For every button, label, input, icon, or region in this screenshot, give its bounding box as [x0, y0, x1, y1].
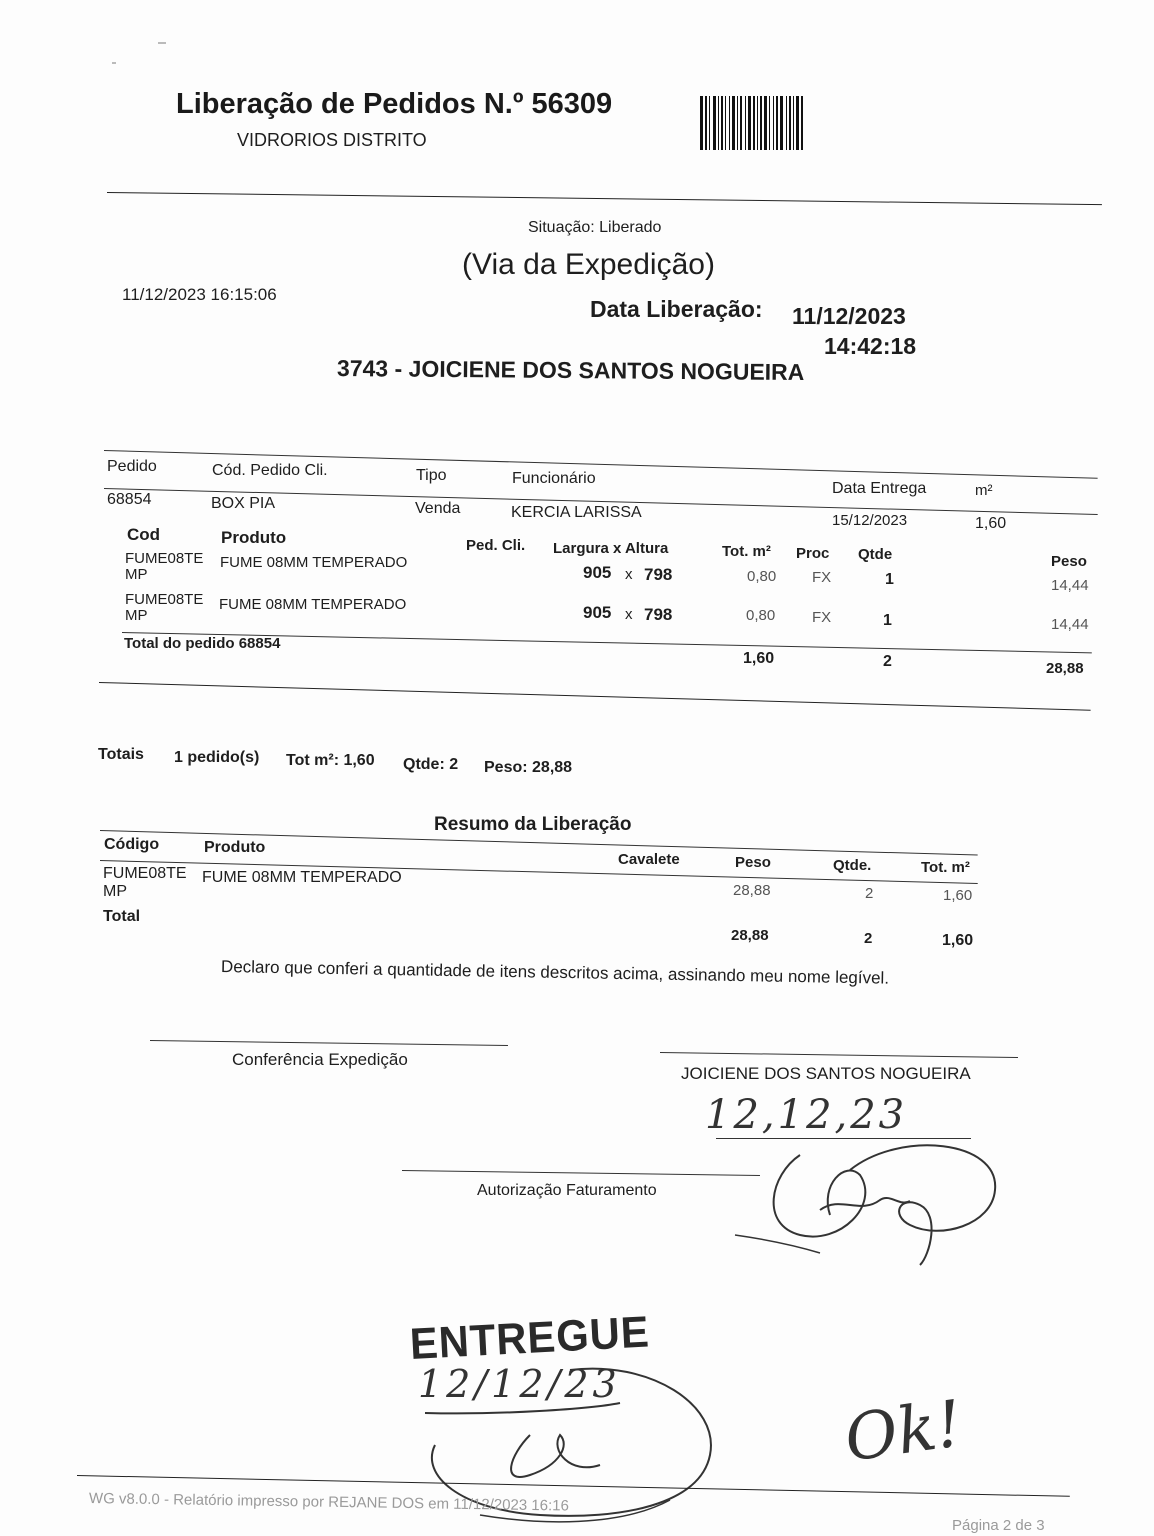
item-col-largura-altura: Largura x Altura: [553, 540, 669, 557]
item-cod-cont: MP: [125, 566, 148, 583]
item-col-peso: Peso: [1051, 553, 1087, 570]
cod-pedido-cli-value: BOX PIA: [211, 495, 276, 512]
funcionario-value: KERCIA LARISSA: [511, 504, 642, 521]
tipo-value: Venda: [415, 500, 461, 517]
item-col-proc: Proc: [796, 545, 830, 562]
declaracao-text: Declaro que conferi a quantidade de itens descritos acima, assinando meu nome legível.: [220, 957, 890, 988]
conferencia-line: [150, 1040, 508, 1046]
resumo-produto: FUME 08MM TEMPERADO: [202, 869, 402, 886]
col-cod-pedido-cli: Cód. Pedido Cli.: [212, 462, 328, 479]
client-signature: [730, 1135, 1010, 1275]
resumo-total-m2: 1,60: [942, 932, 974, 949]
item-x: x: [625, 606, 633, 623]
resumo-col-tot-m2: Tot. m²: [921, 859, 970, 876]
via-label: (Via da Expedição): [462, 248, 715, 281]
item-peso: 14,44: [1051, 616, 1089, 633]
totais-qtde: Qtde: 2: [403, 756, 459, 773]
m2-value: 1,60: [975, 515, 1007, 532]
item-produto: FUME 08MM TEMPERADO: [220, 554, 408, 571]
col-pedido: Pedido: [107, 458, 157, 475]
item-x: x: [625, 566, 633, 583]
item-tot-m2: 0,80: [747, 568, 777, 585]
item-largura: 905: [583, 603, 612, 622]
item-col-tot-m2: Tot. m²: [722, 543, 771, 560]
totais-label: Totais: [98, 746, 144, 763]
entregue-stamp: ENTREGUE: [408, 1307, 651, 1369]
autorizacao-label: Autorização Faturamento: [477, 1182, 657, 1199]
data-liberacao-time: 14:42:18: [824, 333, 917, 359]
item-altura: 798: [644, 605, 673, 624]
situacao-label: Situação: Liberado: [528, 219, 662, 236]
item-tot-m2: 0,80: [746, 607, 776, 624]
order-total-label: Total do pedido 68854: [124, 635, 281, 652]
item-qtde: 1: [883, 612, 892, 629]
resumo-tot-m2: 1,60: [943, 887, 973, 904]
pedido-value: 68854: [107, 491, 152, 508]
item-col-cod: Cod: [127, 525, 161, 544]
item-qtde: 1: [885, 571, 894, 588]
order-total-peso: 28,88: [1046, 660, 1084, 677]
resumo-col-peso: Peso: [735, 854, 771, 871]
item-col-ped-cli: Ped. Cli.: [466, 537, 526, 554]
col-data-entrega: Data Entrega: [832, 480, 927, 497]
conferencia-label: Conferência Expedição: [232, 1050, 408, 1069]
col-tipo: Tipo: [416, 467, 447, 484]
item-proc: FX: [812, 569, 832, 586]
item-largura: 905: [583, 563, 612, 582]
totais-pedidos: 1 pedido(s): [174, 749, 260, 766]
autorizacao-line: [402, 1170, 760, 1176]
footer-printed-by: WG v8.0.0 - Relatório impresso por REJANE DOS em 11/12/2023 16:16: [88, 1490, 570, 1515]
item-peso: 14,44: [1051, 577, 1089, 594]
resumo-codigo-cont: MP: [103, 883, 127, 900]
data-entrega-value: 15/12/2023: [832, 512, 908, 529]
resumo-col-qtde: Qtde.: [833, 857, 872, 874]
item-col-qtde: Qtde: [858, 546, 893, 563]
col-m2: m²: [975, 482, 993, 499]
resumo-col-produto: Produto: [204, 839, 266, 856]
speck-mark: [112, 62, 116, 64]
print-datetime: 11/12/2023 16:15:06: [122, 285, 277, 304]
page-number: Página 2 de 3: [952, 1517, 1045, 1534]
col-funcionario: Funcionário: [512, 470, 596, 487]
cliente-sign-line: [660, 1052, 1018, 1058]
resumo-col-cavalete: Cavalete: [618, 851, 680, 868]
item-cod: FUME08TE: [125, 550, 204, 567]
totais-peso: Peso: 28,88: [484, 759, 573, 776]
item-cod: FUME08TE: [125, 591, 204, 608]
item-altura: 798: [644, 565, 673, 584]
item-col-produto: Produto: [221, 528, 287, 547]
item-cod-cont: MP: [125, 607, 148, 624]
resumo-qtde: 2: [865, 885, 874, 902]
item-proc: FX: [812, 609, 832, 626]
barcode: [700, 96, 880, 152]
company-name: VIDRORIOS DISTRITO: [237, 130, 427, 150]
header-divider: [107, 192, 1102, 205]
resumo-peso: 28,88: [733, 882, 771, 899]
resumo-total-qtde: 2: [864, 930, 873, 947]
page-title: Liberação de Pedidos N.º 56309: [176, 88, 613, 120]
resumo-codigo: FUME08TE: [103, 865, 187, 882]
totais-tot-m2: Tot m²: 1,60: [286, 752, 375, 769]
stamp-handwritten-date: 12/12/23: [418, 1362, 621, 1406]
order-total-m2: 1,60: [743, 650, 775, 667]
resumo-total-peso: 28,88: [731, 927, 769, 944]
handwritten-date: 12,12,23: [705, 1092, 908, 1138]
resumo-total-label: Total: [103, 908, 141, 925]
order-total-qtde: 2: [883, 653, 892, 670]
cliente-sign-label: JOICIENE DOS SANTOS NOGUEIRA: [681, 1064, 971, 1083]
data-liberacao-date: 11/12/2023: [792, 303, 906, 329]
resumo-title: Resumo da Liberação: [434, 814, 632, 835]
client-name: 3743 - JOICIENE DOS SANTOS NOGUEIRA: [336, 355, 805, 386]
data-liberacao-label: Data Liberação:: [590, 296, 763, 322]
item-produto: FUME 08MM TEMPERADO: [219, 596, 407, 613]
speck-mark: [158, 42, 166, 44]
order-bottom-line: [99, 682, 1091, 711]
resumo-col-codigo: Código: [104, 836, 160, 853]
ok-note: Ok!: [840, 1387, 967, 1477]
